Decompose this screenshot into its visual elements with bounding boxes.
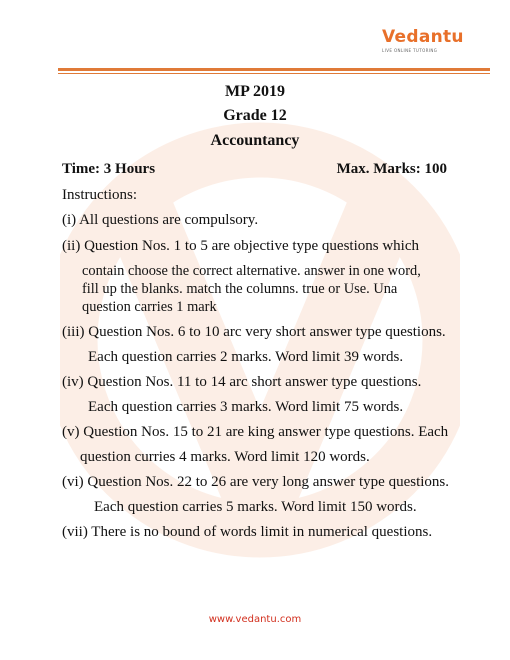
max-marks-label: Max. Marks: 100 <box>336 161 447 177</box>
instruction-line: (vii) There is no bound of words limit in numerical questions. <box>62 524 433 540</box>
logo-wordmark: Vedantu <box>382 27 464 47</box>
subject-title: Accountancy <box>210 132 300 149</box>
time-label: Time: 3 Hours <box>62 161 156 177</box>
instruction-line: Each question carries 5 marks. Word limit 150 words. <box>94 499 417 515</box>
instruction-line: contain choose the correct alternative. answer in one word, <box>82 263 421 279</box>
logo-tagline: LIVE ONLINE TUTORING <box>382 48 438 53</box>
instruction-line: Each question carries 2 marks. Word limit 39 words. <box>88 349 404 365</box>
header-rule-thin <box>58 73 490 74</box>
instruction-line: Each question carries 3 marks. Word limit 75 words. <box>88 399 404 415</box>
grade-title: Grade 12 <box>223 107 287 124</box>
instruction-line: question carries 1 mark <box>82 299 217 315</box>
vedantu-logo[interactable] <box>382 27 482 53</box>
instruction-line: fill up the blanks. match the columns. true or Use. Una <box>82 281 398 297</box>
header-rule-thick <box>58 68 490 71</box>
instruction-line: (ii) Question Nos. 1 to 5 are objective type questions which <box>62 238 420 254</box>
instruction-line: (v) Question Nos. 15 to 21 are king answer type questions. Each <box>62 424 449 440</box>
instructions-heading: Instructions: <box>62 187 137 203</box>
instruction-line: question curries 4 marks. Word limit 120 words. <box>80 449 370 465</box>
instruction-line: (vi) Question Nos. 22 to 26 are very long answer type questions. <box>62 474 450 490</box>
footer-url[interactable]: www.vedantu.com <box>208 614 302 625</box>
exam-title: MP 2019 <box>225 83 285 100</box>
instruction-line: (i) All questions are compulsory. <box>62 212 259 228</box>
instruction-line: (iv) Question Nos. 11 to 14 arc short answer type questions. <box>62 374 422 390</box>
instruction-line: (iii) Question Nos. 6 to 10 arc very short answer type questions. <box>62 324 446 340</box>
